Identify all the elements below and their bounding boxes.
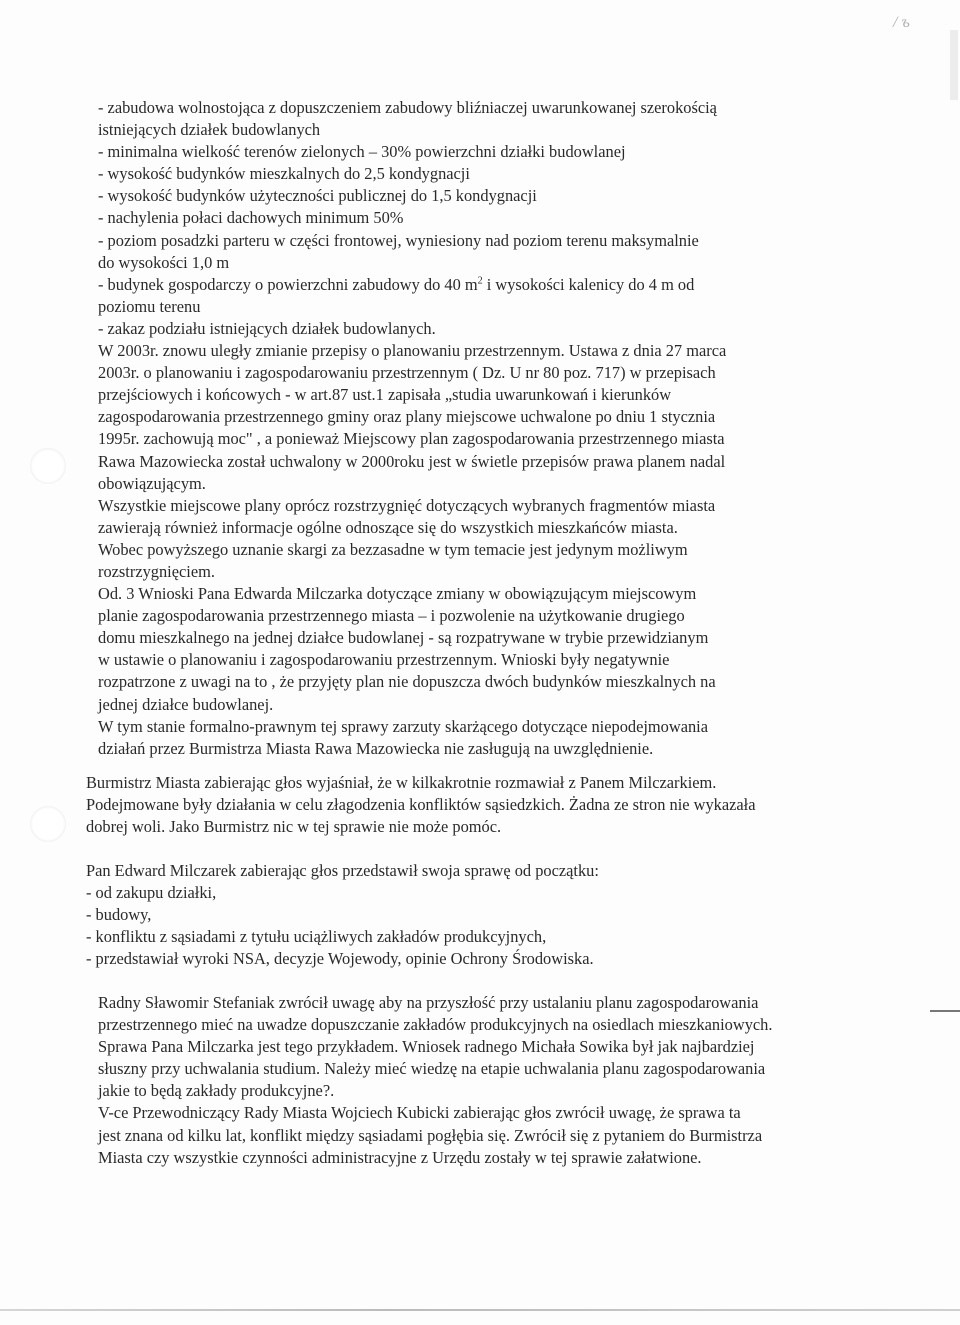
text-line: - zakaz podziału istniejących działek budowlanych. bbox=[98, 318, 436, 338]
text-line: Podejmowane były działania w celu złagodzenia konfliktów sąsiedzkich. Żadna ze stron nie wykazała bbox=[86, 795, 756, 815]
text-line: - budowy, bbox=[86, 905, 152, 925]
text-line: - poziom posadzki parteru w części frontowej, wyniesiony nad poziom terenu maksymalnie bbox=[98, 230, 699, 250]
text-line: jednej działce budowlanej. bbox=[98, 694, 274, 714]
text-line: 2003r. o planowaniu i zagospodarowaniu przestrzennym ( Dz. U nr 80 poz. 717) w przepisach bbox=[98, 363, 716, 383]
text-line: - przedstawiał wyroki NSA, decyzje Wojewody, opinie Ochrony Środowiska. bbox=[86, 949, 594, 969]
text-line: Sprawa Pana Milczarka jest tego przykładem. Wniosek radnego Michała Sowika był jak najbardziej bbox=[98, 1037, 755, 1057]
text-line: przestrzennego mieć na uwadze dopuszczanie zakładów produkcyjnych na osiedlach mieszkaniowych. bbox=[98, 1015, 773, 1035]
text-line: V-ce Przewodniczący Rady Miasta Wojciech Kubicki zabierając głos zwrócił uwagę, że sprawa ta bbox=[98, 1103, 741, 1123]
scan-edge-line bbox=[930, 1010, 960, 1012]
text-line: Rawa Mazowiecka został uchwalony w 2000roku jest w świetle przepisów prawa planem nadal bbox=[98, 451, 726, 471]
text-line: działań przez Burmistrza Miasta Rawa Mazowiecka nie zasługują na uwzględnienie. bbox=[98, 738, 654, 758]
scan-bottom-edge bbox=[0, 1309, 960, 1311]
scan-edge-mark bbox=[950, 30, 958, 100]
text-line: Pan Edward Milczarek zabierając głos przedstawił swoja sprawę od początku: bbox=[86, 861, 599, 880]
text-fragment: i wysokości kalenicy do 4 m od bbox=[482, 274, 695, 294]
text-line: 1995r. zachowują moc" , a ponieważ Miejscowy plan zagospodarowania przestrzennego miasta bbox=[98, 429, 725, 449]
text-line bbox=[98, 274, 814, 296]
text-line: Miasta czy wszystkie czynności administracyjne z Urzędu zostały w tej sprawie załatwione. bbox=[98, 1147, 702, 1167]
text-line: Wszystkie miejscowe plany oprócz rozstrzygnięć dotyczących wybranych fragmentów miasta bbox=[98, 495, 716, 515]
text-line: obowiązującym. bbox=[98, 473, 206, 493]
paragraph-block-councillors-statements bbox=[98, 992, 888, 1169]
text-line: rozpatrzone z uwagi na to , że przyjęty plan nie dopuszcza dwóch budynków mieszkalnych na bbox=[98, 672, 716, 692]
text-line: jakie to będą zakłady produkcyjne?. bbox=[98, 1081, 335, 1101]
text-line: - konfliktu z sąsiadami z tytułu uciążliwych zakładów produkcyjnych, bbox=[86, 927, 547, 947]
text-line: poziomu terenu bbox=[98, 296, 201, 316]
text-line: Od. 3 Wnioski Pana Edwarda Milczarka dotyczące zmiany w obowiązującym miejscowym bbox=[98, 584, 697, 604]
text-line: słuszny przy uchwalania studium. Należy mieć wiedzę na etapie uchwalania planu zagospodarowania bbox=[98, 1059, 766, 1079]
text-line: rozstrzygnięciem. bbox=[98, 561, 215, 581]
punch-hole-top bbox=[30, 448, 66, 484]
text-fragment: - budynek gospodarczy o powierzchni zabudowy do 40 m bbox=[98, 274, 478, 294]
text-line: - minimalna wielkość terenów zielonych – 30% powierzchni działki budowlanej bbox=[98, 142, 626, 162]
text-line: zagospodarowania przestrzennego gminy oraz plany miejscowe uchwalone po dniu 1 stycznia bbox=[98, 407, 716, 427]
text-line: - od zakupu działki, bbox=[86, 883, 217, 903]
text-line: w ustawie o planowaniu i zagospodarowaniu przestrzennym. Wnioski były negatywnie bbox=[98, 650, 670, 670]
paragraph-block-milczarek-statement bbox=[86, 860, 706, 970]
text-line: planie zagospodarowania przestrzennego miasta – i pozwolenie na użytkowanie drugiego bbox=[98, 606, 685, 626]
punch-hole-bottom bbox=[30, 806, 66, 842]
text-line: Wobec powyższego uznanie skargi za bezzasadne w tym temacie jest jedynym możliwym bbox=[98, 539, 688, 559]
text-line: domu mieszkalnego na jednej działce budowlanej - są rozpatrywane w trybie przewidzianym bbox=[98, 628, 709, 648]
text-line: Radny Sławomir Stefaniak zwrócił uwagę aby na przyszłość przy ustalaniu planu zagospodarowania bbox=[98, 993, 759, 1012]
text-line: istniejących działek budowlanych bbox=[98, 120, 321, 140]
text-line: Burmistrz Miasta zabierając głos wyjaśniał, że w kilkakrotnie rozmawiał z Panem Milczarkiem. bbox=[86, 773, 717, 792]
text-line: do wysokości 1,0 m bbox=[98, 252, 230, 272]
paragraph-block-mayor-statement bbox=[86, 772, 846, 838]
corner-handwritten-mark: / ъ bbox=[893, 14, 910, 31]
text-line: W 2003r. znowu uległy zmianie przepisy o planowaniu przestrzennym. Ustawa z dnia 27 marca bbox=[98, 341, 727, 361]
text-line: dobrej woli. Jako Burmistrz nic w tej sprawie nie może pomóc. bbox=[86, 817, 502, 837]
text-line: zawierają również informacje ogólne odnoszące się do wszystkich mieszkańców miasta. bbox=[98, 517, 678, 537]
text-line: - nachylenia połaci dachowych minimum 50% bbox=[98, 208, 404, 228]
superscript: 2 bbox=[477, 275, 483, 287]
paragraph-block-planning-rules bbox=[98, 97, 814, 760]
text-line: W tym stanie formalno-prawnym tej sprawy zarzuty skarżącego dotyczące niepodejmowania bbox=[98, 716, 709, 736]
text-line: - wysokość budynków mieszkalnych do 2,5 kondygnacji bbox=[98, 164, 470, 184]
text-line: jest znana od kilku lat, konflikt między sąsiadami pogłębia się. Zwrócił się z pytaniem do Burmistrza bbox=[98, 1125, 763, 1145]
text-line: przejściowych i końcowych - w art.87 ust.1 zapisała „studia uwarunkowań i kierunków bbox=[98, 385, 672, 405]
text-line: - wysokość budynków użyteczności publicznej do 1,5 kondygnacji bbox=[98, 186, 537, 206]
text-line: - zabudowa wolnostojąca z dopuszczeniem zabudowy bliźniaczej uwarunkowanej szerokością bbox=[98, 98, 717, 117]
